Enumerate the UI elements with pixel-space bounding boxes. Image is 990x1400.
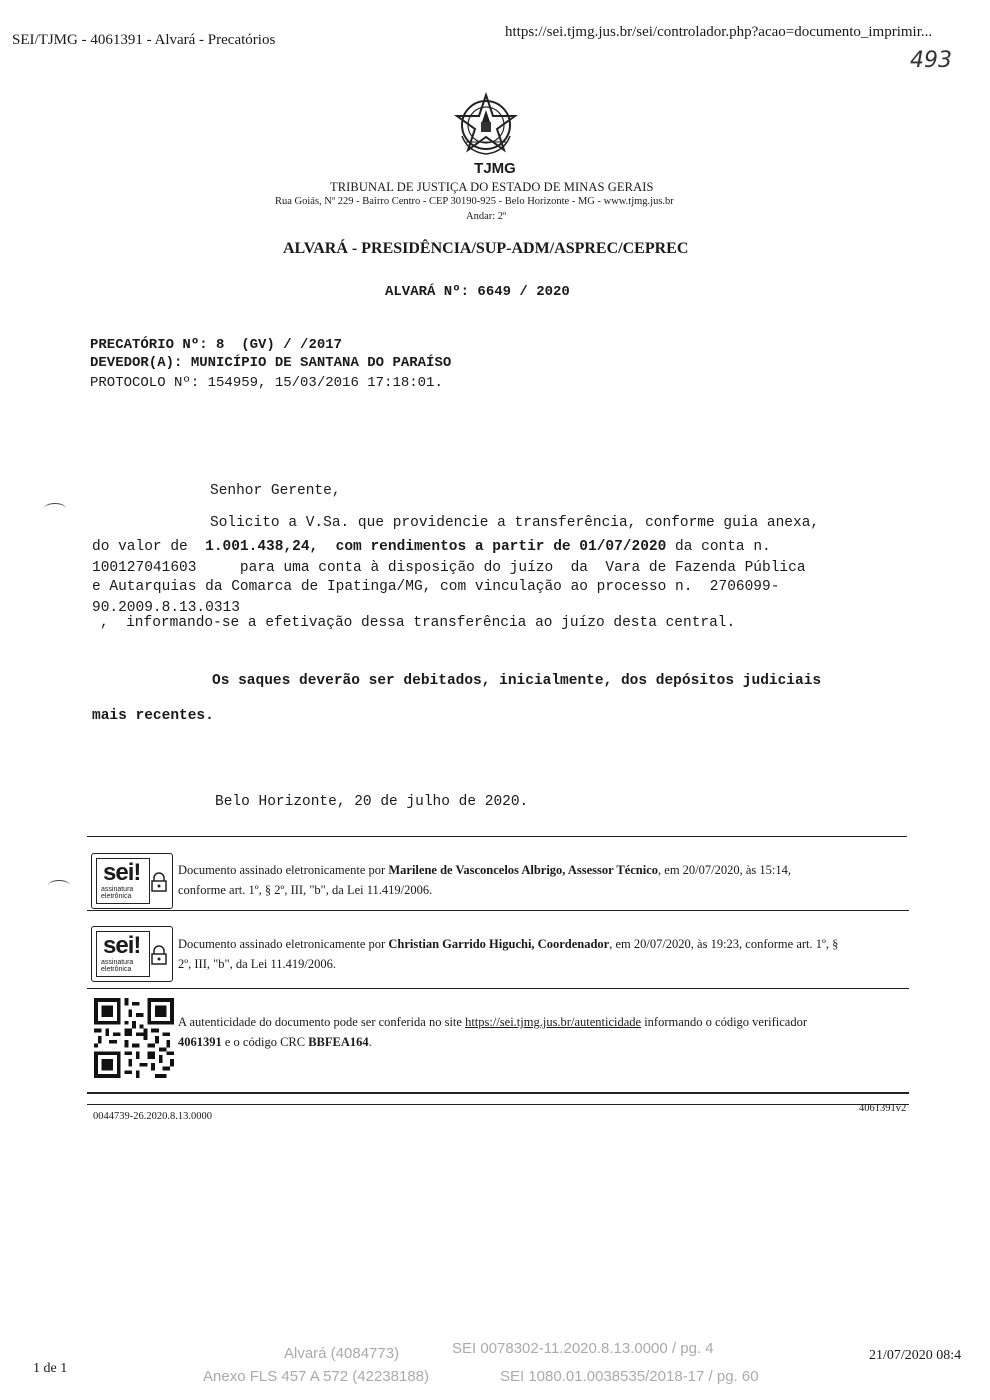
verification-code: 4061391 (178, 1035, 222, 1049)
court-floor: Andar: 2º (466, 211, 507, 222)
authenticity-link[interactable]: https://sei.tjmg.jus.br/autenticidade (465, 1015, 642, 1029)
signer-1-name: Marilene de Vasconcelos Albrigo, Assessor Técnico (388, 863, 659, 877)
qr-code-icon (93, 998, 175, 1078)
lock-icon (150, 872, 168, 892)
protocolo-value: 154959, 15/03/2016 17:18:01. (199, 375, 443, 391)
paragraph-2-line-2: mais recentes. (92, 708, 214, 724)
precatorio-line (90, 337, 342, 353)
document-version: 4061391v2 (859, 1103, 907, 1114)
sei-signature-logo: sei! assinatura eletrônica (91, 853, 173, 909)
watermark-stamp: Alvará (4084773) (284, 1345, 400, 1362)
devedor-line (90, 355, 451, 371)
yield-clause: com rendimentos a partir de 01/07/2020 (318, 539, 667, 555)
signature-1-text: Documento assinado eletronicamente por Marilene de Vasconcelos Albrigo, Assessor Técnico, em 20/07/2020, às 15:14, conforme art. 1º, § 2º, III, "b", da Lei 11.419/2006. (178, 863, 792, 897)
crc-code: BBFEA164 (308, 1035, 369, 1049)
amount-value: 1.001.438,24, (205, 539, 319, 555)
paragraph-1-line-4: e Autarquias da Comarca de Ipatinga/MG, com vinculação ao processo n. 2706099- (92, 579, 780, 595)
coat-of-arms-icon (448, 92, 524, 158)
court-abbreviation: TJMG (474, 160, 516, 177)
divider (87, 910, 909, 911)
divider (87, 1104, 909, 1105)
watermark-stamp: Anexo FLS 457 A 572 (42238188) (203, 1368, 430, 1385)
browser-title: SEI/TJMG - 4061391 - Alvará - Precatórios (12, 32, 276, 48)
paragraph-1-line-6: , informando-se a efetivação dessa transferência ao juízo desta central. (100, 615, 736, 631)
paragraph-1-line-2 (92, 539, 771, 555)
closing-date-line: Belo Horizonte, 20 de julho de 2020. (215, 794, 529, 810)
divider (87, 1092, 909, 1094)
paragraph-2-line-1: Os saques deverão ser debitados, inicialmente, dos depósitos judiciais (212, 673, 822, 689)
page-count: 1 de 1 (33, 1361, 68, 1376)
watermark-stamp: SEI 1080.01.0038535/2018-17 / pg. 60 (500, 1368, 759, 1385)
process-number: 0044739-26.2020.8.13.0000 (93, 1111, 212, 1122)
authenticity-text: A autenticidade do documento pode ser conferida no site https://sei.tjmg.jus.br/autenticidade informando o código verificador 4061391 e o código CRC BBFEA164. (178, 1015, 807, 1049)
court-address: Rua Goiás, Nº 229 - Bairro Centro - CEP 30190-925 - Belo Horizonte - MG - www.tjmg.jus.br (275, 196, 674, 207)
precatorio-label: PRECATÓRIO Nº: (90, 337, 208, 353)
signer-2-name: Christian Garrido Higuchi, Coordenador (388, 937, 610, 951)
print-datetime: 21/07/2020 08:4 (869, 1348, 962, 1363)
paragraph-1-line-3: 100127041603 para uma conta à disposição do juízo da Vara de Fazenda Pública (92, 560, 806, 576)
precatorio-value: 8 (GV) / /2017 (207, 337, 343, 353)
browser-url: https://sei.tjmg.jus.br/sei/controlador.php?acao=documento_imprimir... (505, 24, 933, 40)
watermark-stamp: SEI 0078302-11.2020.8.13.0000 / pg. 4 (452, 1340, 714, 1357)
document-heading: ALVARÁ - PRESIDÊNCIA/SUP-ADM/ASPREC/CEPREC (283, 240, 689, 257)
devedor-label: DEVEDOR(A): (90, 355, 183, 371)
salutation: Senhor Gerente, (210, 483, 341, 499)
amount-prefix: do valor de (92, 539, 206, 555)
margin-mark (48, 880, 70, 891)
lock-icon (150, 945, 168, 965)
alvara-number: ALVARÁ Nº: 6649 / 2020 (385, 284, 570, 300)
protocolo-label: PROTOCOLO Nº: (90, 375, 200, 391)
paragraph-1-line-1: Solicito a V.Sa. que providencie a transferência, conforme guia anexa, (210, 515, 820, 531)
protocolo-line (90, 375, 443, 391)
paragraph-1-line-5: 90.2009.8.13.0313 (92, 600, 240, 616)
margin-mark (44, 503, 66, 514)
sei-signature-logo: sei! assinatura eletrônica (91, 926, 173, 982)
divider (87, 836, 907, 837)
divider (87, 988, 909, 989)
signature-2-text: Documento assinado eletronicamente por Christian Garrido Higuchi, Coordenador, em 20/07/2020, às 19:23, conforme art. 1º, § 2º, III, "b", da Lei 11.419/2006. (178, 937, 839, 971)
court-name: TRIBUNAL DE JUSTIÇA DO ESTADO DE MINAS GERAIS (330, 180, 654, 194)
account-prefix: da conta n. (666, 539, 771, 555)
handwritten-page-number: 493 (910, 48, 952, 73)
devedor-value: MUNICÍPIO DE SANTANA DO PARAÍSO (182, 355, 452, 371)
